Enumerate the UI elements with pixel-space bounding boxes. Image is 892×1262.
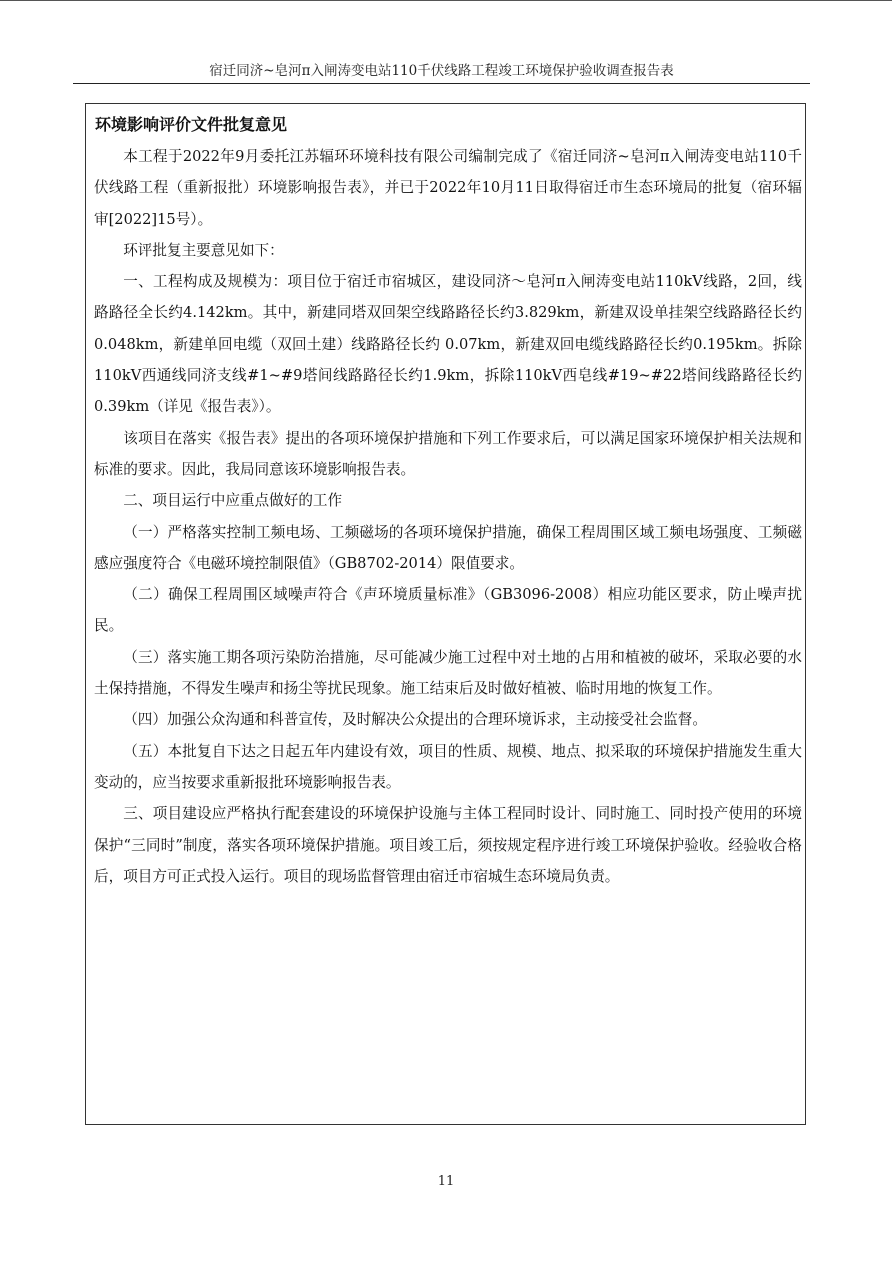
paragraph-item-5: （五）本批复自下达之日起五年内建设有效，项目的性质、规模、地点、拟采取的环境保护措施发生重大变动的，应当按要求重新报批环境影响报告表。 [94, 742, 802, 791]
page-number: 11 [437, 1174, 455, 1189]
paragraph-three-simultaneous: 三、项目建设应严格执行配套建设的环境保护设施与主体工程同时设计、同时施工、同时投产使用的环境保护“三同时”制度，落实各项环境保护措施。项目竣工后，须按规定程序进行竣工环境保护验收。经验收合格后，项目方可正式投入运行。项目的现场监督管理由宿迁市宿城生态环境局负责。 [94, 805, 802, 885]
paragraph-intro: 本工程于2022年9月委托江苏辐环环境科技有限公司编制完成了《宿迁同济~皂河π入闸涛变电站110千伏线路工程（重新报批）环境影响报告表》，并已于2022年10月11日取得宿迁市生态环境局的批复（宿环辐审[2022]15号）。 [94, 148, 802, 228]
paragraph-operation-heading: 二、项目运行中应重点做好的工作 [123, 492, 343, 510]
paragraph-item-3: （三）落实施工期各项污染防治措施，尽可能减少施工过程中对土地的占用和植被的破坏，采取必要的水土保持措施，不得发生噪声和扬尘等扰民现象。施工结束后及时做好植被、临时用地的恢复工作。 [94, 648, 802, 698]
page-top-edge [0, 0, 892, 1]
paragraph-main-opinions-lead: 环评批复主要意见如下： [123, 241, 284, 259]
paragraph-item-4: （四）加强公众沟通和科普宣传，及时解决公众提出的合理环境诉求，主动接受社会监督。 [123, 711, 707, 729]
paragraph-project-scale: 一、工程构成及规模为：项目位于宿迁市宿城区，建设同济～皂河π入闸涛变电站110kV线路，2回，线路路径全长约4.142km。其中，新建同塔双回架空线路路径长约3.829km，新建双设单挂架空线路路径长约 0.048km，新建单回电缆（双回土建）线路路径长约 0.07km，新建双回电缆线路路径长约0.195km。拆除110kV西通线同济支线#1~#9塔间线路路径长约1.9km，拆除110kV西皂线#19~#22塔间线路路径长约0.39km（详见《报告表》）。 [94, 273, 802, 416]
header-rule [73, 83, 810, 84]
paragraph-item-2: （二）确保工程周围区域噪声符合《声环境质量标准》（GB3096-2008）相应功能区要求，防止噪声扰民。 [94, 586, 802, 635]
approval-opinion-body [94, 141, 802, 892]
paragraph-item-1: （一）严格落实控制工频电场、工频磁场的各项环境保护措施，确保工程周围区域工频电场强度、工频磁感应强度符合《电磁环境控制限值》（GB8702-2014）限值要求。 [94, 523, 802, 572]
paragraph-approval-statement: 该项目在落实《报告表》提出的各项环境保护措施和下列工作要求后，可以满足国家环境保护相关法规和标准的要求。因此，我局同意该环境影响报告表。 [94, 429, 802, 478]
section-title: 环境影响评价文件批复意见 [95, 115, 288, 134]
page-header-title: 宿迁同济~皂河π入闸涛变电站110千伏线路工程竣工环境保护验收调查报告表 [209, 63, 674, 79]
